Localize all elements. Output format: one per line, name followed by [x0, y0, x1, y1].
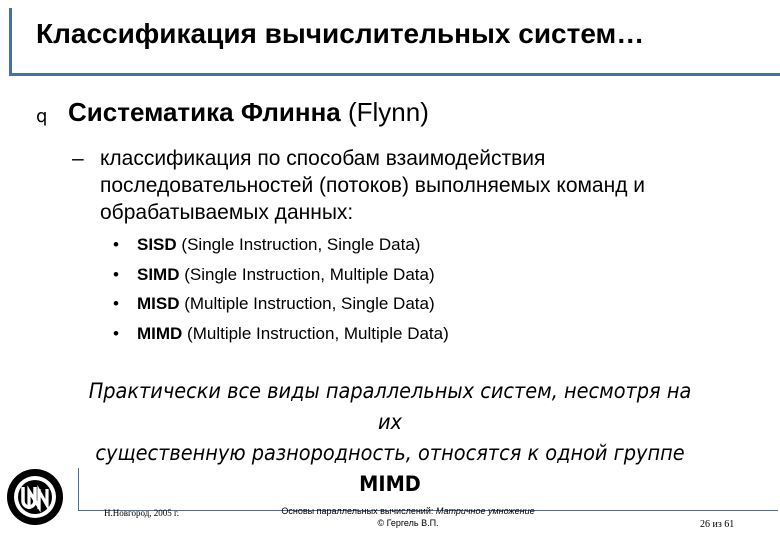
- dash-bullet: –: [72, 147, 84, 170]
- footer-course: [248, 505, 568, 529]
- flynn-description: [72, 145, 752, 226]
- university-logo-icon: [5, 467, 65, 527]
- dot-bullet: •: [113, 264, 119, 284]
- footer-course-line1: [248, 505, 568, 517]
- type-desc: (Single Instruction, Multiple Data): [179, 264, 435, 284]
- list-item: [113, 230, 449, 260]
- flynn-description-text: классификация по способам взаимодействия последовательностей (потоков) выполняемых команд и обрабатываемых данных:: [100, 147, 646, 224]
- title-horizontal-rule: [9, 73, 780, 76]
- flynn-types-list: [113, 230, 449, 348]
- type-desc: (Multiple Instruction, Single Data): [179, 294, 435, 313]
- mimd-note: [86, 376, 693, 500]
- footer-city-year: Н.Новгород, 2005 г.: [104, 508, 179, 518]
- footer-course-title: Основы параллельных вычислений:: [281, 506, 436, 516]
- list-item: [113, 289, 449, 319]
- flynn-heading: [68, 97, 429, 128]
- footer-author: © Гергель В.П.: [377, 518, 439, 528]
- note-line-2-text: существенную разнородность, относятся к одной группе: [95, 441, 685, 465]
- note-mimd: MIMD: [359, 472, 421, 496]
- type-abbr: MIMD: [137, 323, 183, 343]
- type-desc: (Multiple Instruction, Multiple Data): [182, 323, 449, 343]
- footer-course-topic: Матричное умножение: [435, 506, 535, 516]
- dot-bullet: •: [113, 323, 119, 343]
- note-line-2: [86, 438, 693, 500]
- title-vertical-rule: [9, 8, 12, 76]
- slide-title: Классификация вычислительных систем…: [36, 18, 645, 49]
- type-abbr: MISD: [137, 294, 180, 313]
- page-number: 26 из 61: [700, 519, 735, 530]
- type-desc: (Single Instruction, Single Data): [176, 235, 421, 254]
- type-abbr: SISD: [137, 235, 177, 254]
- type-abbr: SIMD: [137, 264, 180, 284]
- square-bullet-icon: q: [36, 106, 48, 127]
- list-item: [113, 319, 449, 349]
- dot-bullet: •: [113, 235, 119, 254]
- flynn-heading-rest: (Flynn): [340, 97, 429, 127]
- list-item: [113, 260, 449, 290]
- note-line-1: Практически все виды параллельных систем, несмотря на их: [88, 379, 692, 434]
- dot-bullet: •: [113, 294, 119, 313]
- footer-vertical-rule: [78, 468, 79, 511]
- flynn-heading-bold: Систематика Флинна: [68, 97, 341, 127]
